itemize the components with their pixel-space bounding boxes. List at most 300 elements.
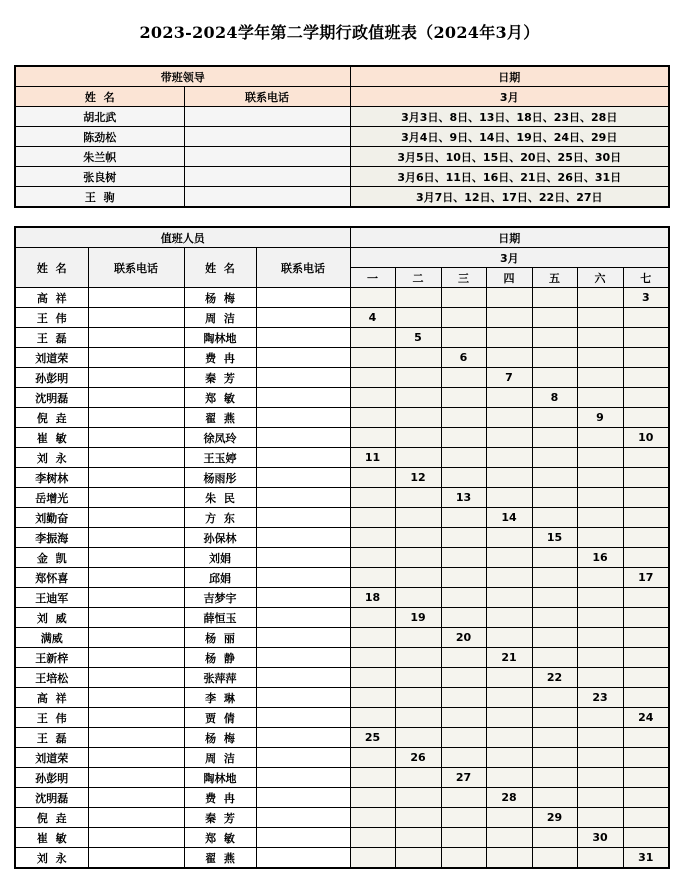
duty-name-1: 刘 永 bbox=[15, 448, 88, 468]
duty-day-empty bbox=[350, 668, 395, 688]
duty-name-2: 周 洁 bbox=[184, 308, 256, 328]
duty-name-1: 孙彭明 bbox=[15, 768, 88, 788]
duty-day-empty bbox=[350, 408, 395, 428]
duty-day-empty bbox=[350, 548, 395, 568]
duty-day-empty bbox=[577, 428, 623, 448]
duty-day-empty bbox=[532, 768, 577, 788]
duty-name-2: 杨雨彤 bbox=[184, 468, 256, 488]
duty-day-empty bbox=[532, 308, 577, 328]
duty-day-empty bbox=[395, 388, 441, 408]
duty-day-empty bbox=[486, 288, 532, 308]
duty-day-empty bbox=[441, 648, 486, 668]
duty-name-2: 孙保林 bbox=[184, 528, 256, 548]
duty-day: 24 bbox=[623, 708, 669, 728]
duty-day: 29 bbox=[532, 808, 577, 828]
duty-phone-1 bbox=[88, 508, 184, 528]
duty-day-empty bbox=[532, 628, 577, 648]
duty-day-empty bbox=[395, 308, 441, 328]
duty-row bbox=[15, 548, 669, 568]
duty-phone-2 bbox=[256, 408, 350, 428]
duty-day-empty bbox=[623, 408, 669, 428]
weekday-header: 五 bbox=[532, 268, 577, 288]
duty-name-2: 刘娟 bbox=[184, 548, 256, 568]
leader-row bbox=[15, 127, 669, 147]
duty-day-empty bbox=[532, 468, 577, 488]
duty-day-empty bbox=[486, 428, 532, 448]
duty-day-empty bbox=[395, 788, 441, 808]
duty-phone-2 bbox=[256, 468, 350, 488]
duty-phone-1 bbox=[88, 768, 184, 788]
duty-day-empty bbox=[577, 368, 623, 388]
duty-name-1: 刘道荣 bbox=[15, 748, 88, 768]
duty-day: 11 bbox=[350, 448, 395, 468]
duty-phone-2 bbox=[256, 728, 350, 748]
duty-name-1: 王迪军 bbox=[15, 588, 88, 608]
duty-day-empty bbox=[350, 848, 395, 869]
duty-name-2: 杨 丽 bbox=[184, 628, 256, 648]
duty-phone-2 bbox=[256, 748, 350, 768]
duty-day-empty bbox=[395, 348, 441, 368]
duty-day: 31 bbox=[623, 848, 669, 869]
leader-row bbox=[15, 147, 669, 167]
duty-day-empty bbox=[577, 528, 623, 548]
duty-row bbox=[15, 668, 669, 688]
duty-day-empty bbox=[532, 648, 577, 668]
duty-name-1: 李振海 bbox=[15, 528, 88, 548]
duty-day-empty bbox=[577, 848, 623, 869]
duty-day-empty bbox=[350, 428, 395, 448]
duty-row bbox=[15, 288, 669, 308]
duty-row bbox=[15, 448, 669, 468]
leader-dates: 3月6日、11日、16日、21日、26日、31日 bbox=[350, 167, 669, 187]
duty-name-1: 高 祥 bbox=[15, 288, 88, 308]
duty-phone-1 bbox=[88, 468, 184, 488]
duty-phone-1 bbox=[88, 828, 184, 848]
duty-phone-2 bbox=[256, 388, 350, 408]
duty-month-header: 3月 bbox=[350, 248, 669, 268]
duty-day-empty bbox=[441, 308, 486, 328]
weekday-header: 三 bbox=[441, 268, 486, 288]
duty-day: 7 bbox=[486, 368, 532, 388]
duty-day-empty bbox=[486, 548, 532, 568]
duty-phone-1 bbox=[88, 548, 184, 568]
duty-row bbox=[15, 388, 669, 408]
duty-phone-2 bbox=[256, 448, 350, 468]
duty-row bbox=[15, 728, 669, 748]
duty-phone-1 bbox=[88, 668, 184, 688]
duty-day-empty bbox=[532, 728, 577, 748]
duty-row bbox=[15, 808, 669, 828]
duty-day-empty bbox=[350, 828, 395, 848]
duty-day-empty bbox=[577, 348, 623, 368]
duty-phone-2 bbox=[256, 568, 350, 588]
duty-day-empty bbox=[395, 428, 441, 448]
leader-dates: 3月5日、10日、15日、20日、25日、30日 bbox=[350, 147, 669, 167]
duty-day-empty bbox=[577, 648, 623, 668]
duty-day-empty bbox=[441, 448, 486, 468]
duty-group-label: 值班人员 bbox=[15, 227, 350, 248]
duty-day-empty bbox=[623, 688, 669, 708]
duty-day-empty bbox=[486, 468, 532, 488]
duty-day-empty bbox=[577, 508, 623, 528]
leader-row bbox=[15, 187, 669, 208]
duty-name-1: 金 凯 bbox=[15, 548, 88, 568]
leader-row bbox=[15, 107, 669, 127]
duty-day-empty bbox=[350, 608, 395, 628]
duty-row bbox=[15, 468, 669, 488]
duty-day-empty bbox=[623, 368, 669, 388]
duty-day-empty bbox=[577, 708, 623, 728]
leader-subheader-row bbox=[15, 87, 669, 107]
duty-phone-2 bbox=[256, 348, 350, 368]
duty-day-empty bbox=[532, 368, 577, 388]
duty-phone-1 bbox=[88, 648, 184, 668]
duty-name-2: 方 东 bbox=[184, 508, 256, 528]
duty-day-empty bbox=[486, 348, 532, 368]
duty-day-empty bbox=[395, 368, 441, 388]
duty-day: 17 bbox=[623, 568, 669, 588]
duty-day: 26 bbox=[395, 748, 441, 768]
duty-name-2: 吉梦宇 bbox=[184, 588, 256, 608]
duty-day-empty bbox=[577, 308, 623, 328]
duty-name-2: 朱 民 bbox=[184, 488, 256, 508]
duty-day-empty bbox=[532, 708, 577, 728]
duty-day-empty bbox=[623, 308, 669, 328]
duty-day: 30 bbox=[577, 828, 623, 848]
duty-row bbox=[15, 428, 669, 448]
duty-day-empty bbox=[395, 708, 441, 728]
duty-name-2: 陶林地 bbox=[184, 328, 256, 348]
duty-name-2: 费 冉 bbox=[184, 788, 256, 808]
duty-day-empty bbox=[532, 608, 577, 628]
duty-day-empty bbox=[395, 528, 441, 548]
leader-dates: 3月7日、12日、17日、22日、27日 bbox=[350, 187, 669, 208]
duty-day-empty bbox=[577, 668, 623, 688]
duty-day-empty bbox=[350, 808, 395, 828]
duty-day: 21 bbox=[486, 648, 532, 668]
duty-day: 14 bbox=[486, 508, 532, 528]
duty-day-empty bbox=[350, 508, 395, 528]
duty-day-empty bbox=[623, 508, 669, 528]
duty-day-empty bbox=[350, 528, 395, 548]
duty-day-empty bbox=[486, 488, 532, 508]
duty-phone-1 bbox=[88, 628, 184, 648]
duty-day-empty bbox=[532, 788, 577, 808]
duty-name-1: 刘道荣 bbox=[15, 348, 88, 368]
duty-day-empty bbox=[532, 488, 577, 508]
duty-day: 9 bbox=[577, 408, 623, 428]
duty-day-empty bbox=[577, 448, 623, 468]
duty-day-empty bbox=[623, 588, 669, 608]
duty-phone-1 bbox=[88, 348, 184, 368]
duty-table bbox=[14, 226, 670, 869]
leader-phone-header: 联系电话 bbox=[184, 87, 350, 107]
duty-row bbox=[15, 588, 669, 608]
duty-day-empty bbox=[623, 768, 669, 788]
duty-day-empty bbox=[395, 628, 441, 648]
leader-table bbox=[14, 65, 670, 208]
duty-name-1: 王培松 bbox=[15, 668, 88, 688]
duty-row bbox=[15, 528, 669, 548]
duty-day-empty bbox=[577, 608, 623, 628]
duty-phone-1 bbox=[88, 808, 184, 828]
duty-phone-2 bbox=[256, 768, 350, 788]
duty-day-empty bbox=[395, 548, 441, 568]
duty-day: 4 bbox=[350, 308, 395, 328]
duty-phone-2 bbox=[256, 528, 350, 548]
duty-day-empty bbox=[532, 348, 577, 368]
duty-name-2: 周 洁 bbox=[184, 748, 256, 768]
duty-row bbox=[15, 628, 669, 648]
duty-day: 13 bbox=[441, 488, 486, 508]
duty-day-empty bbox=[395, 808, 441, 828]
duty-name-2: 徐凤玲 bbox=[184, 428, 256, 448]
duty-day: 18 bbox=[350, 588, 395, 608]
weekday-header: 四 bbox=[486, 268, 532, 288]
duty-day-empty bbox=[350, 788, 395, 808]
duty-day: 3 bbox=[623, 288, 669, 308]
duty-day-empty bbox=[395, 668, 441, 688]
duty-day-empty bbox=[441, 608, 486, 628]
duty-day: 20 bbox=[441, 628, 486, 648]
duty-phone-header-1: 联系电话 bbox=[88, 248, 184, 288]
duty-day: 10 bbox=[623, 428, 669, 448]
duty-name-2: 郑 敏 bbox=[184, 388, 256, 408]
duty-row bbox=[15, 648, 669, 668]
leader-name-header: 姓 名 bbox=[15, 87, 184, 107]
duty-day-empty bbox=[577, 788, 623, 808]
duty-phone-2 bbox=[256, 828, 350, 848]
leader-name: 朱兰帜 bbox=[15, 147, 184, 167]
duty-phone-1 bbox=[88, 428, 184, 448]
duty-day-empty bbox=[395, 768, 441, 788]
duty-name-2: 郑 敏 bbox=[184, 828, 256, 848]
duty-phone-2 bbox=[256, 648, 350, 668]
duty-name-1: 王 伟 bbox=[15, 308, 88, 328]
duty-day-empty bbox=[441, 808, 486, 828]
duty-name-1: 倪 垚 bbox=[15, 408, 88, 428]
duty-day-empty bbox=[350, 388, 395, 408]
duty-phone-1 bbox=[88, 608, 184, 628]
duty-day-empty bbox=[532, 748, 577, 768]
duty-day-empty bbox=[350, 468, 395, 488]
duty-name-2: 翟 燕 bbox=[184, 848, 256, 869]
duty-day-empty bbox=[486, 808, 532, 828]
duty-day-empty bbox=[395, 288, 441, 308]
duty-phone-2 bbox=[256, 488, 350, 508]
duty-phone-2 bbox=[256, 628, 350, 648]
duty-day-empty bbox=[532, 548, 577, 568]
duty-day-empty bbox=[441, 568, 486, 588]
duty-name-1: 高 祥 bbox=[15, 688, 88, 708]
duty-phone-1 bbox=[88, 688, 184, 708]
duty-name-1: 满威 bbox=[15, 628, 88, 648]
duty-name-2: 陶林地 bbox=[184, 768, 256, 788]
duty-day-empty bbox=[395, 728, 441, 748]
duty-day-empty bbox=[623, 448, 669, 468]
duty-day-empty bbox=[350, 708, 395, 728]
duty-day-empty bbox=[441, 748, 486, 768]
duty-name-1: 刘 威 bbox=[15, 608, 88, 628]
duty-row bbox=[15, 328, 669, 348]
duty-day-empty bbox=[441, 388, 486, 408]
leader-dates: 3月4日、9日、14日、19日、24日、29日 bbox=[350, 127, 669, 147]
duty-day-empty bbox=[623, 468, 669, 488]
duty-day-empty bbox=[577, 468, 623, 488]
duty-day: 27 bbox=[441, 768, 486, 788]
duty-phone-1 bbox=[88, 588, 184, 608]
duty-day-empty bbox=[577, 328, 623, 348]
duty-day-empty bbox=[486, 408, 532, 428]
duty-day-empty bbox=[532, 508, 577, 528]
duty-day-empty bbox=[441, 508, 486, 528]
duty-name-1: 刘勤奋 bbox=[15, 508, 88, 528]
duty-day: 15 bbox=[532, 528, 577, 548]
duty-name-1: 王 伟 bbox=[15, 708, 88, 728]
duty-day-empty bbox=[486, 728, 532, 748]
duty-name-2: 贾 倩 bbox=[184, 708, 256, 728]
duty-row bbox=[15, 308, 669, 328]
duty-row bbox=[15, 788, 669, 808]
duty-day-empty bbox=[532, 688, 577, 708]
duty-day-empty bbox=[395, 688, 441, 708]
duty-day-empty bbox=[532, 428, 577, 448]
duty-day-empty bbox=[623, 748, 669, 768]
duty-phone-1 bbox=[88, 308, 184, 328]
duty-name-header-1: 姓 名 bbox=[15, 248, 88, 288]
duty-row bbox=[15, 608, 669, 628]
duty-day-empty bbox=[395, 588, 441, 608]
leader-phone bbox=[184, 187, 350, 208]
duty-name-2: 秦 芳 bbox=[184, 368, 256, 388]
duty-day-empty bbox=[577, 808, 623, 828]
duty-day-empty bbox=[623, 328, 669, 348]
duty-day-empty bbox=[532, 448, 577, 468]
duty-day-empty bbox=[395, 568, 441, 588]
leader-month-header: 3月 bbox=[350, 87, 669, 107]
leader-name: 胡北武 bbox=[15, 107, 184, 127]
duty-phone-1 bbox=[88, 708, 184, 728]
duty-day-empty bbox=[395, 828, 441, 848]
duty-day-empty bbox=[350, 628, 395, 648]
duty-row bbox=[15, 488, 669, 508]
duty-day-empty bbox=[577, 568, 623, 588]
duty-day-empty bbox=[577, 748, 623, 768]
duty-day-empty bbox=[486, 688, 532, 708]
duty-day-empty bbox=[350, 368, 395, 388]
leader-row bbox=[15, 167, 669, 187]
duty-day-empty bbox=[441, 528, 486, 548]
duty-row bbox=[15, 568, 669, 588]
duty-day-empty bbox=[577, 768, 623, 788]
duty-day-empty bbox=[623, 648, 669, 668]
duty-day: 23 bbox=[577, 688, 623, 708]
page-title: 2023-2024学年第二学期行政值班表（2024年3月） bbox=[139, 23, 540, 42]
duty-phone-1 bbox=[88, 368, 184, 388]
duty-day-empty bbox=[350, 348, 395, 368]
duty-day-empty bbox=[486, 848, 532, 869]
duty-day-empty bbox=[350, 648, 395, 668]
duty-day-empty bbox=[486, 528, 532, 548]
duty-day-empty bbox=[441, 288, 486, 308]
duty-day-empty bbox=[577, 288, 623, 308]
duty-name-2: 李 琳 bbox=[184, 688, 256, 708]
duty-day: 6 bbox=[441, 348, 486, 368]
leader-name: 张良树 bbox=[15, 167, 184, 187]
duty-day-empty bbox=[486, 388, 532, 408]
duty-phone-2 bbox=[256, 708, 350, 728]
duty-phone-1 bbox=[88, 328, 184, 348]
duty-day-empty bbox=[350, 288, 395, 308]
duty-day-empty bbox=[395, 448, 441, 468]
duty-row bbox=[15, 368, 669, 388]
duty-day: 16 bbox=[577, 548, 623, 568]
duty-day-empty bbox=[623, 808, 669, 828]
duty-day-empty bbox=[623, 388, 669, 408]
duty-name-1: 沈明磊 bbox=[15, 788, 88, 808]
duty-day-empty bbox=[486, 828, 532, 848]
duty-day-empty bbox=[486, 608, 532, 628]
duty-day-empty bbox=[441, 708, 486, 728]
duty-day-empty bbox=[623, 788, 669, 808]
duty-name-2: 杨 梅 bbox=[184, 728, 256, 748]
leader-phone bbox=[184, 167, 350, 187]
duty-name-2: 杨 梅 bbox=[184, 288, 256, 308]
duty-day-empty bbox=[350, 688, 395, 708]
duty-day-empty bbox=[395, 648, 441, 668]
duty-name-2: 杨 静 bbox=[184, 648, 256, 668]
duty-phone-1 bbox=[88, 408, 184, 428]
duty-day-empty bbox=[441, 468, 486, 488]
duty-day-empty bbox=[395, 408, 441, 428]
duty-name-2: 薛恒玉 bbox=[184, 608, 256, 628]
duty-day-empty bbox=[532, 328, 577, 348]
duty-day-empty bbox=[441, 368, 486, 388]
duty-name-1: 倪 垚 bbox=[15, 808, 88, 828]
duty-phone-2 bbox=[256, 308, 350, 328]
duty-day-empty bbox=[395, 488, 441, 508]
duty-name-1: 孙彭明 bbox=[15, 368, 88, 388]
duty-day-empty bbox=[486, 568, 532, 588]
duty-day-empty bbox=[486, 328, 532, 348]
duty-day-empty bbox=[486, 448, 532, 468]
duty-name-2: 费 冉 bbox=[184, 348, 256, 368]
duty-phone-2 bbox=[256, 788, 350, 808]
duty-phone-1 bbox=[88, 448, 184, 468]
duty-day-empty bbox=[577, 728, 623, 748]
weekday-header: 七 bbox=[623, 268, 669, 288]
duty-name-1: 王新梓 bbox=[15, 648, 88, 668]
duty-name-1: 沈明磊 bbox=[15, 388, 88, 408]
duty-phone-2 bbox=[256, 608, 350, 628]
leader-header-row bbox=[15, 66, 669, 87]
duty-row bbox=[15, 348, 669, 368]
duty-day-empty bbox=[532, 588, 577, 608]
duty-day-empty bbox=[532, 408, 577, 428]
duty-day-empty bbox=[441, 548, 486, 568]
duty-day: 22 bbox=[532, 668, 577, 688]
weekday-header: 一 bbox=[350, 268, 395, 288]
duty-day-empty bbox=[486, 588, 532, 608]
duty-day-empty bbox=[532, 568, 577, 588]
duty-day-empty bbox=[532, 828, 577, 848]
duty-name-2: 张萍萍 bbox=[184, 668, 256, 688]
leader-name: 王 驹 bbox=[15, 187, 184, 208]
duty-phone-1 bbox=[88, 848, 184, 869]
duty-phone-1 bbox=[88, 488, 184, 508]
leader-phone bbox=[184, 107, 350, 127]
duty-row bbox=[15, 408, 669, 428]
